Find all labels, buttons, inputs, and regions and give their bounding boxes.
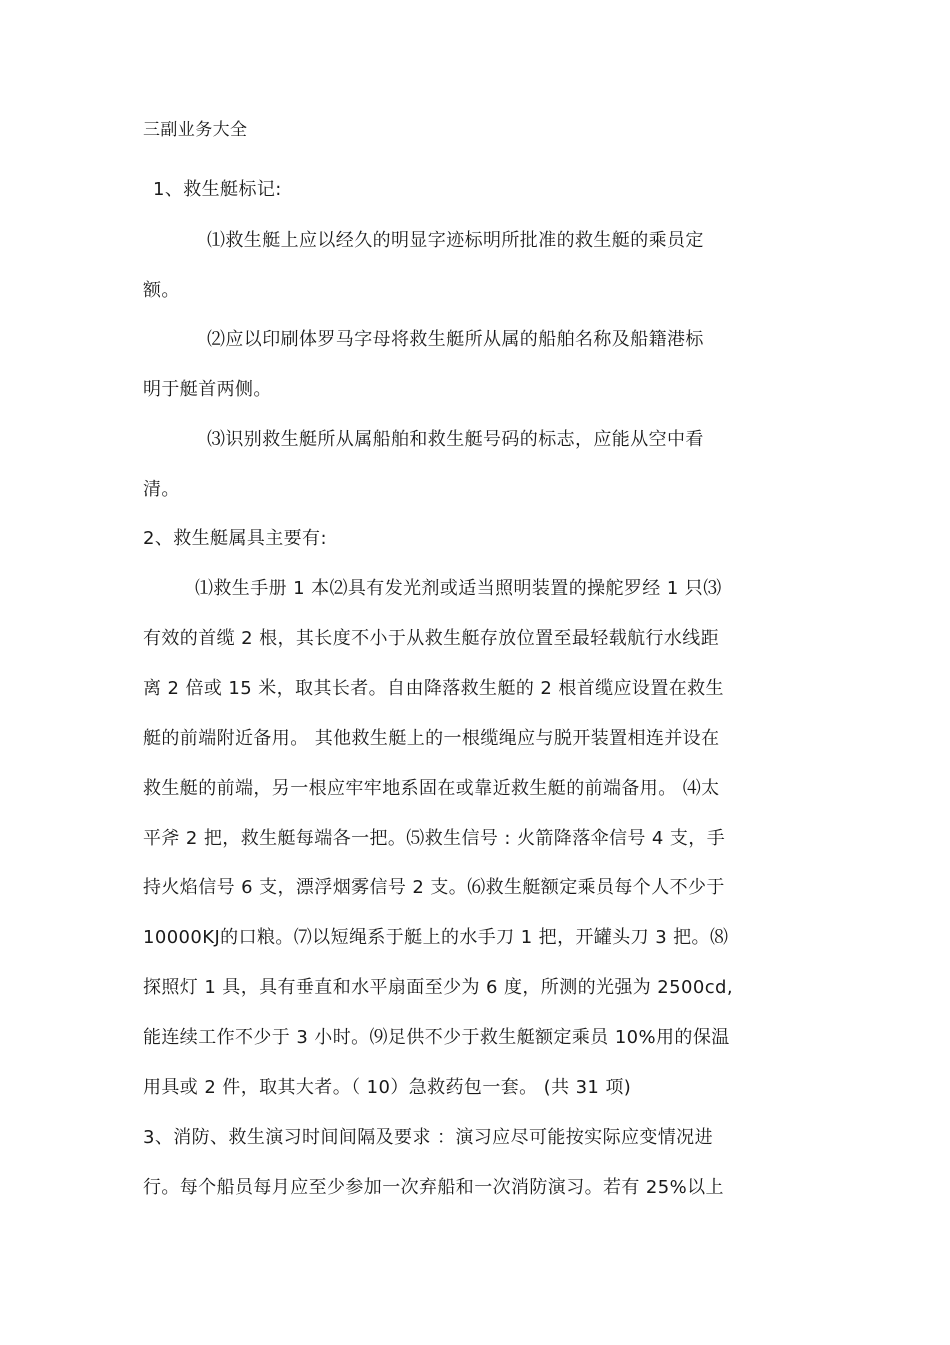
paragraph-line: 用具或 2 件，取其大者。（ 10）急救药包一套。 (共 31 项)	[143, 1077, 632, 1098]
paragraph-line: 清。	[143, 479, 180, 500]
paragraph-line: 救生艇的前端，另一根应牢牢地系固在或靠近救生艇的前端备用。 ⑷太	[143, 778, 720, 799]
paragraph-line: 明于艇首两侧。	[143, 379, 272, 400]
paragraph-line: 行。每个船员每月应至少参加一次弃船和一次消防演习。若有 25%以上	[143, 1177, 724, 1198]
paragraph-line: 10000KJ的口粮。⑺以短绳系于艇上的水手刀 1 把，开罐头刀 3 把。⑻	[143, 927, 729, 948]
document-title: 三副业务大全	[143, 120, 248, 140]
paragraph-line: 艇的前端附近备用。 其他救生艇上的一根缆绳应与脱开装置相连并设在	[143, 728, 720, 749]
paragraph-line: ⑴救生手册 1 本⑵具有发光剂或适当照明装置的操舵罗经 1 只⑶	[195, 578, 722, 599]
section-heading: 1、救生艇标记:	[153, 179, 282, 200]
section-heading: 2、救生艇属具主要有:	[143, 528, 327, 549]
section-heading: 3、消防、救生演习时间间隔及要求 ：演习应尽可能按实际应变情况进	[143, 1127, 713, 1148]
paragraph-line: 额。	[143, 280, 180, 301]
paragraph-line: ⑴救生艇上应以经久的明显字迹标明所批准的救生艇的乘员定	[207, 230, 704, 251]
paragraph-line: ⑶识别救生艇所从属船舶和救生艇号码的标志，应能从空中看	[207, 429, 704, 450]
paragraph-line: 探照灯 1 具，具有垂直和水平扇面至少为 6 度，所测的光强为 2500cd,	[143, 977, 733, 998]
paragraph-line: ⑵应以印刷体罗马字母将救生艇所从属的船舶名称及船籍港标	[207, 329, 704, 350]
paragraph-line: 有效的首缆 2 根，其长度不小于从救生艇存放位置至最轻载航行水线距	[143, 628, 720, 649]
paragraph-line: 离 2 倍或 15 米，取其长者。自由降落救生艇的 2 根首缆应设置在救生	[143, 678, 724, 699]
paragraph-line: 平斧 2 把，救生艇每端各一把。⑸救生信号 : 火箭降落伞信号 4 支，手	[143, 828, 726, 849]
paragraph-line: 持火焰信号 6 支，漂浮烟雾信号 2 支。⑹救生艇额定乘员每个人不少于	[143, 877, 725, 898]
paragraph-line: 能连续工作不少于 3 小时。⑼足供不少于救生艇额定乘员 10%用的保温	[143, 1027, 730, 1048]
